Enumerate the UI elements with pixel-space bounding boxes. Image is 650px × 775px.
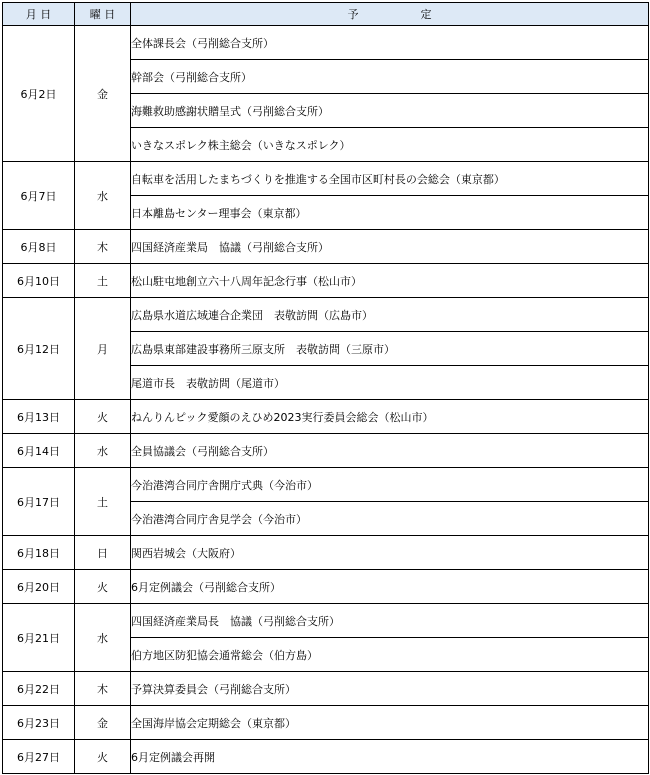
table-row bbox=[3, 570, 649, 604]
event-cell: 四国経済産業局長 協議（弓削総合支所） bbox=[131, 604, 649, 638]
event-cell: 尾道市長 表敬訪問（尾道市） bbox=[131, 366, 649, 400]
date-cell: 6月7日 bbox=[3, 162, 75, 230]
event-cell: 全国海岸協会定期総会（東京都） bbox=[131, 706, 649, 740]
weekday-cell: 水 bbox=[75, 434, 131, 468]
weekday-cell: 火 bbox=[75, 740, 131, 774]
event-cell: ねんりんピック愛顔のえひめ2023実行委員会総会（松山市） bbox=[131, 400, 649, 434]
header-event-a: 予 bbox=[347, 8, 359, 21]
date-cell: 6月22日 bbox=[3, 672, 75, 706]
event-cell: 海難救助感謝状贈呈式（弓削総合支所） bbox=[131, 94, 649, 128]
weekday-cell: 金 bbox=[75, 706, 131, 740]
date-cell: 6月17日 bbox=[3, 468, 75, 536]
weekday-cell: 土 bbox=[75, 264, 131, 298]
event-cell: 自転車を活用したまちづくりを推進する全国市区町村長の会総会（東京都） bbox=[131, 162, 649, 196]
event-cell: 予算決算委員会（弓削総合支所） bbox=[131, 672, 649, 706]
date-cell: 6月18日 bbox=[3, 536, 75, 570]
weekday-cell: 日 bbox=[75, 536, 131, 570]
header-date: 月 日 bbox=[3, 3, 75, 26]
date-cell: 6月13日 bbox=[3, 400, 75, 434]
event-cell: 今治港湾合同庁舎見学会（今治市） bbox=[131, 502, 649, 536]
date-cell: 6月14日 bbox=[3, 434, 75, 468]
weekday-cell: 木 bbox=[75, 672, 131, 706]
schedule-table bbox=[2, 2, 649, 774]
date-cell: 6月20日 bbox=[3, 570, 75, 604]
event-cell: 松山駐屯地創立六十八周年記念行事（松山市） bbox=[131, 264, 649, 298]
table-row bbox=[3, 162, 649, 196]
table-row bbox=[3, 706, 649, 740]
schedule-body bbox=[3, 26, 649, 774]
event-cell: 全員協議会（弓削総合支所） bbox=[131, 434, 649, 468]
event-cell: 関西岩城会（大阪府） bbox=[131, 536, 649, 570]
header-event-b: 定 bbox=[420, 8, 432, 21]
event-cell: 全体課長会（弓削総合支所） bbox=[131, 26, 649, 60]
header-row bbox=[3, 3, 649, 26]
event-cell: 広島県水道広域連合企業団 表敬訪問（広島市） bbox=[131, 298, 649, 332]
table-row bbox=[3, 740, 649, 774]
date-cell: 6月8日 bbox=[3, 230, 75, 264]
event-cell: いきなスポレク株主総会（いきなスポレク） bbox=[131, 128, 649, 162]
weekday-cell: 木 bbox=[75, 230, 131, 264]
weekday-cell: 火 bbox=[75, 400, 131, 434]
event-cell: 幹部会（弓削総合支所） bbox=[131, 60, 649, 94]
weekday-cell: 土 bbox=[75, 468, 131, 536]
header-event bbox=[131, 3, 649, 26]
event-cell: 伯方地区防犯協会通常総会（伯方島） bbox=[131, 638, 649, 672]
event-cell: 今治港湾合同庁舎開庁式典（今治市） bbox=[131, 468, 649, 502]
table-row bbox=[3, 604, 649, 638]
event-cell: 広島県東部建設事務所三原支所 表敬訪問（三原市） bbox=[131, 332, 649, 366]
table-row bbox=[3, 468, 649, 502]
table-row bbox=[3, 298, 649, 332]
table-row bbox=[3, 230, 649, 264]
table-row bbox=[3, 672, 649, 706]
weekday-cell: 月 bbox=[75, 298, 131, 400]
event-cell: 日本離島センター理事会（東京都） bbox=[131, 196, 649, 230]
event-cell: 四国経済産業局 協議（弓削総合支所） bbox=[131, 230, 649, 264]
table-row bbox=[3, 26, 649, 60]
date-cell: 6月12日 bbox=[3, 298, 75, 400]
table-row bbox=[3, 264, 649, 298]
event-cell: 6月定例議会（弓削総合支所） bbox=[131, 570, 649, 604]
weekday-cell: 火 bbox=[75, 570, 131, 604]
weekday-cell: 金 bbox=[75, 26, 131, 162]
header-weekday: 曜 日 bbox=[75, 3, 131, 26]
date-cell: 6月10日 bbox=[3, 264, 75, 298]
date-cell: 6月21日 bbox=[3, 604, 75, 672]
date-cell: 6月27日 bbox=[3, 740, 75, 774]
event-cell: 6月定例議会再開 bbox=[131, 740, 649, 774]
table-row bbox=[3, 400, 649, 434]
table-row bbox=[3, 434, 649, 468]
date-cell: 6月2日 bbox=[3, 26, 75, 162]
date-cell: 6月23日 bbox=[3, 706, 75, 740]
weekday-cell: 水 bbox=[75, 604, 131, 672]
table-row bbox=[3, 536, 649, 570]
weekday-cell: 水 bbox=[75, 162, 131, 230]
